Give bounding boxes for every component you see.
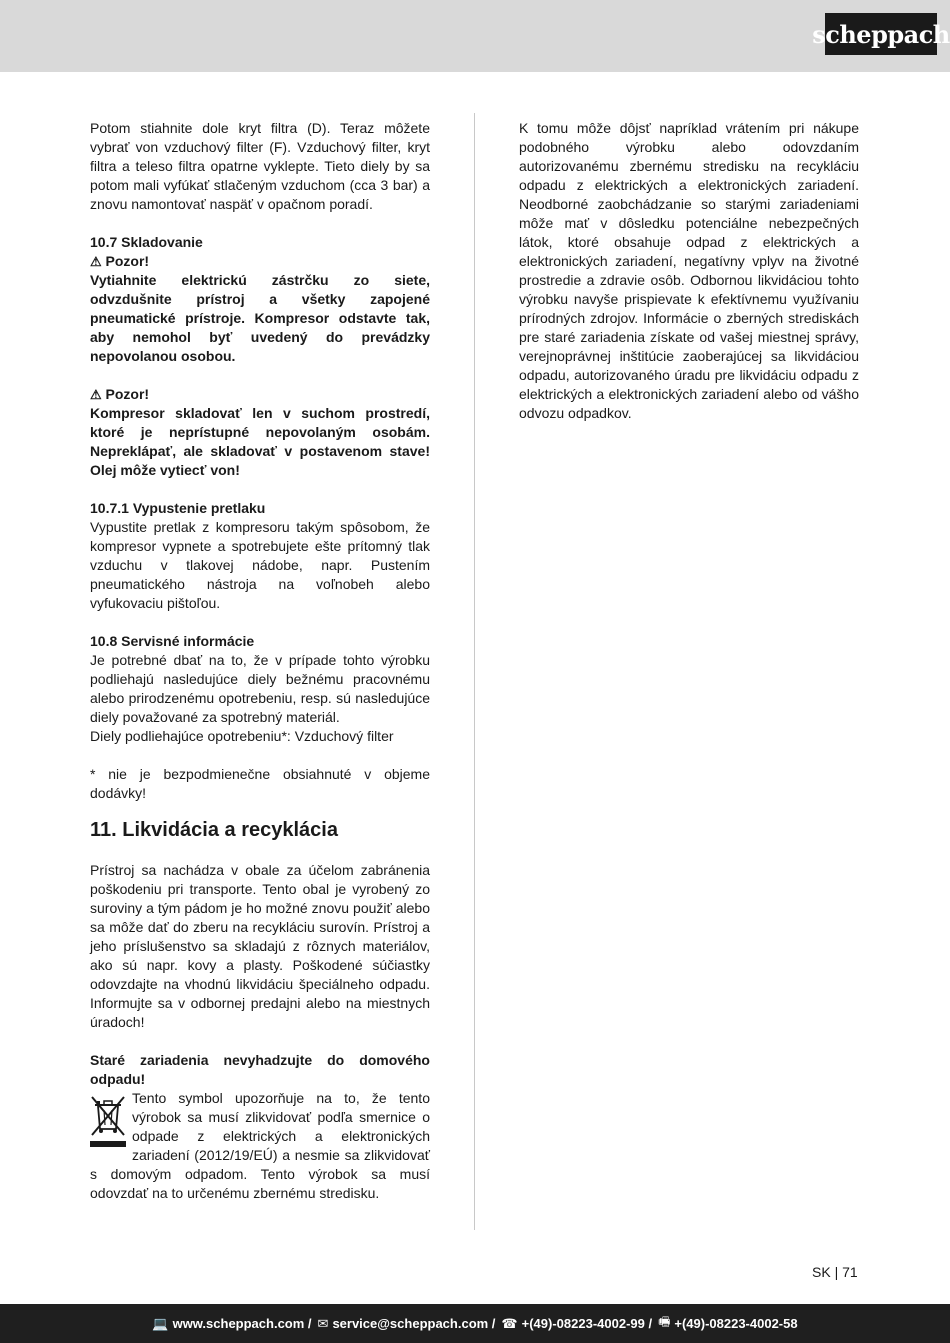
crossed-out-bin-icon [90, 1091, 126, 1151]
warning-icon: ⚠ [90, 254, 102, 269]
page-header [0, 0, 950, 72]
disposal-paragraph: K tomu môže dôjsť napríklad vrátením pri nákupe podobného výrobku alebo odovzdaním autorizovanému zbernému stredisku na recykláciu odpadu z elektrických a elektronických zariadení. Neodborné zaobchádzanie so starými zariadeniami môže mať v dôsledku potenciálne nebezpečných látok, ktoré obsahuje odpad z elektrických a elektronických zariadení, negatívny vplyv na životné prostredie a zdravie osôb. Odbornou likvidáciou tohto výrobku navyše prispievate k efektívnemu využívaniu prírodných zdrojov. Informácie o zberných strediskách pre staré zariadenia získate od vašej miestnej správy, verejnoprávnej inštitúcie zaoberajúcej sa likvidáciou odpadu, autorizovaného úradu pre likvidáciu odpadu z elektrických a elektronických zariadení alebo od vášho odvozu odpadkov. [519, 120, 859, 421]
section-10-8-title: 10.8 Servisné informácie [90, 633, 255, 649]
right-column [519, 119, 859, 423]
warning-2-label: ⚠ Pozor! [90, 386, 150, 402]
footer-contact-bar [0, 1304, 950, 1343]
fax-icon: 🖷 [658, 1313, 671, 1329]
old-devices-title: Staré zariadenia nevyhadzujte do domového odpadu! [90, 1052, 430, 1087]
website-link[interactable]: www.scheppach.com / [172, 1316, 312, 1331]
warning-2-text: Kompresor skladovať len v suchom prostredí, ktoré je neprístupné nepovolaným osobám. Neprekláp​ať, ale skladovať v postavenom stave! Olej môže vytiecť von! [90, 405, 430, 478]
filter-paragraph: Potom stiahnite dole kryt filtra (D). Teraz môžete vybrať von vzduchový filter (F). Vzduchový filter, kryt filtra a teleso filtra opatrne vyklepte. Tieto diely by sa potom mali vyfúkať stlačeným vzduchom (cca 3 bar) a znovu namontovať naspäť v opačnom poradí. [90, 120, 430, 212]
section-11-title: 11. Likvidácia a recyklácia [90, 819, 338, 841]
warning-1-text: Vytiahnite elektrickú zástrčku zo siete, odvzdušnite prístroj a všetky zapojené pneumatické prístroje. Kompresor odstavte tak, aby nemohol byť uvedený do prevádzky nepovolanou osobou. [90, 272, 430, 364]
column-divider [474, 113, 475, 1230]
warning-1-label: ⚠ Pozor! [90, 253, 150, 269]
section-10-8-note: * nie je bezpodmienečne obsiahnuté v objeme dodávky! [90, 766, 430, 801]
brand-logo: scheppach [825, 13, 937, 55]
email-link[interactable]: service@scheppach.com / [332, 1316, 496, 1331]
mail-icon: ✉ [317, 1315, 329, 1331]
section-10-7-title: 10.7 Skladovanie [90, 234, 203, 250]
weee-text: Tento symbol upozorňuje na to, že tento výrobok sa musí zlikvidovať podľa smernice o odpade z elektrických a elektronických zariadení (2012/19/EÚ) a nesmie sa zlikvidovať s domovým odpadom. Tento výrobok sa musí odovzdať na to určenému zbernému stredisku. [90, 1090, 430, 1201]
fax-number: +(49)-08223-4002-58 [674, 1316, 798, 1331]
section-10-8-parts: Diely podliehajúce opotrebeniu*: Vzduchový filter [90, 728, 394, 744]
section-10-7-1-text: Vypustite pretlak z kompresoru takým spôsobom, že kompresor vypnete a spotrebujete ešte prítomný tlak vzduchu v tlakovej nádobe, napr. Pustením pneumatického nástroja na voľnobeh alebo vyfukovaciu pištoľou. [90, 519, 430, 611]
page-number: SK | 71 [812, 1264, 858, 1280]
phone-number: +(49)-08223-4002-99 / [521, 1316, 653, 1331]
phone-icon: ☎ [501, 1315, 518, 1331]
left-column [90, 119, 430, 1203]
weee-block [90, 1089, 430, 1203]
warning-icon: ⚠ [90, 387, 102, 402]
computer-icon: 💻 [152, 1315, 169, 1331]
section-10-7-1-title: 10.7.1 Vypustenie pretlaku [90, 500, 266, 516]
section-10-8-text: Je potrebné dbať na to, že v prípade tohto výrobku podliehajú nasledujúce diely bežnému pracovnému alebo prirodzenému opotrebeniu, resp. sú nasledujúce diely považované za spotrebný materiál. [90, 652, 430, 725]
section-11-text: Prístroj sa nachádza v obale za účelom zabránenia poškodeniu pri transporte. Tento obal je vyrobený zo suroviny a tým pádom je ho možné znovu použiť alebo sa môže dať do zberu na recykláciu surovín. Prístroj a jeho príslušenstvo sa skladajú z rôznych materiálov, ako sú napr. kovy a plasty. Poškodené súčiastky odovzdajte na vhodnú likvidáciu špeciálneho odpadu. Informujte sa v odbornej predajni alebo na miestnych úradoch! [90, 862, 430, 1030]
